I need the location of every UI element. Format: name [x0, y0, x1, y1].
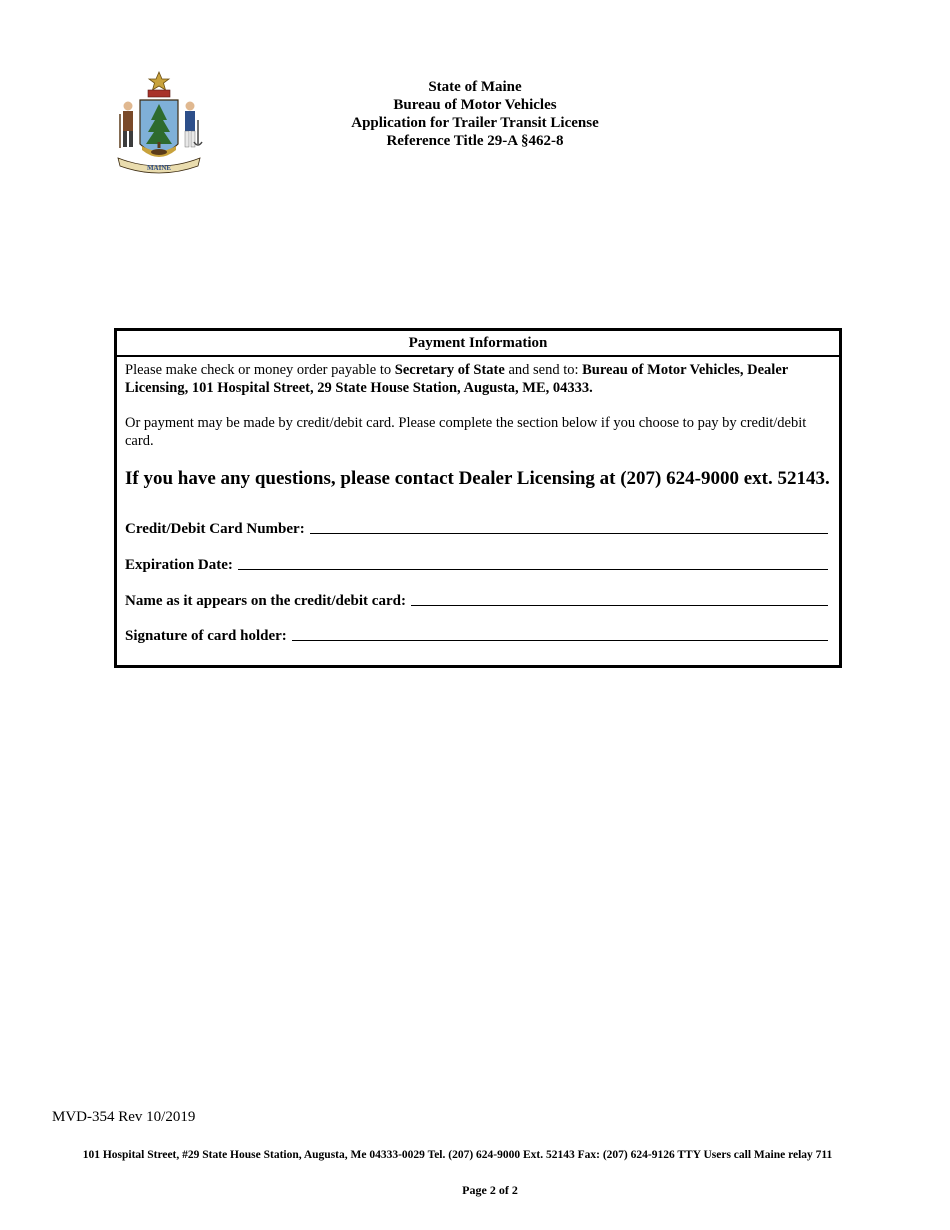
name-on-card-field[interactable] [125, 588, 828, 610]
header-form-title: Application for Trailer Transit License [351, 115, 599, 131]
payment-instructions [125, 361, 831, 397]
header-bureau: Bureau of Motor Vehicles [393, 97, 557, 113]
signature-label: Signature of card holder: [125, 628, 287, 644]
payment-information-panel [114, 328, 842, 668]
name-on-card-line[interactable] [411, 605, 828, 606]
footer-address: 101 Hospital Street, #29 State House Station, Augusta, Me 04333-0029 Tel. (207) 624-9000 Ext. 52143 Fax: (207) 624-9126 TTY Users call Maine relay 711 [82, 1149, 833, 1161]
expiration-date-line[interactable] [238, 569, 828, 570]
header-state: State of Maine [428, 79, 522, 95]
card-number-line[interactable] [310, 533, 828, 534]
payment-panel-title: Payment Information [117, 331, 839, 357]
contact-notice: If you have any questions, please contact Dealer Licensing at (207) 624-9000 ext. 52143. [125, 468, 830, 489]
name-on-card-label: Name as it appears on the credit/debit card: [125, 593, 406, 609]
expiration-date-label: Expiration Date: [125, 557, 233, 573]
signature-line[interactable] [292, 640, 828, 641]
form-id: MVD-354 Rev 10/2019 [52, 1109, 196, 1125]
mailing-address: Bureau of Motor Vehicles, Dealer Licensing, 101 Hospital Street, 29 State House Station, Augusta, ME, 04333. [125, 362, 788, 396]
document-header [300, 78, 650, 150]
payment-instructions-a: Please make check or money order payable to [125, 362, 395, 378]
payee-name: Secretary of State [394, 362, 505, 378]
payment-panel-body [117, 357, 839, 645]
header-reference: Reference Title 29-A §462-8 [386, 133, 564, 149]
card-number-field[interactable] [125, 516, 828, 538]
card-number-label: Credit/Debit Card Number: [125, 521, 305, 537]
state-of-maine-seal-icon [112, 70, 206, 178]
svg-text:MAINE: MAINE [146, 164, 172, 172]
signature-field[interactable] [125, 623, 828, 645]
payment-instructions-c: and send to: [504, 362, 583, 378]
page-number: Page 2 of 2 [462, 1183, 518, 1197]
card-payment-note: Or payment may be made by credit/debit card. Please complete the section below if you choose to pay by credit/debit card. [125, 415, 807, 449]
expiration-date-field[interactable] [125, 552, 828, 574]
